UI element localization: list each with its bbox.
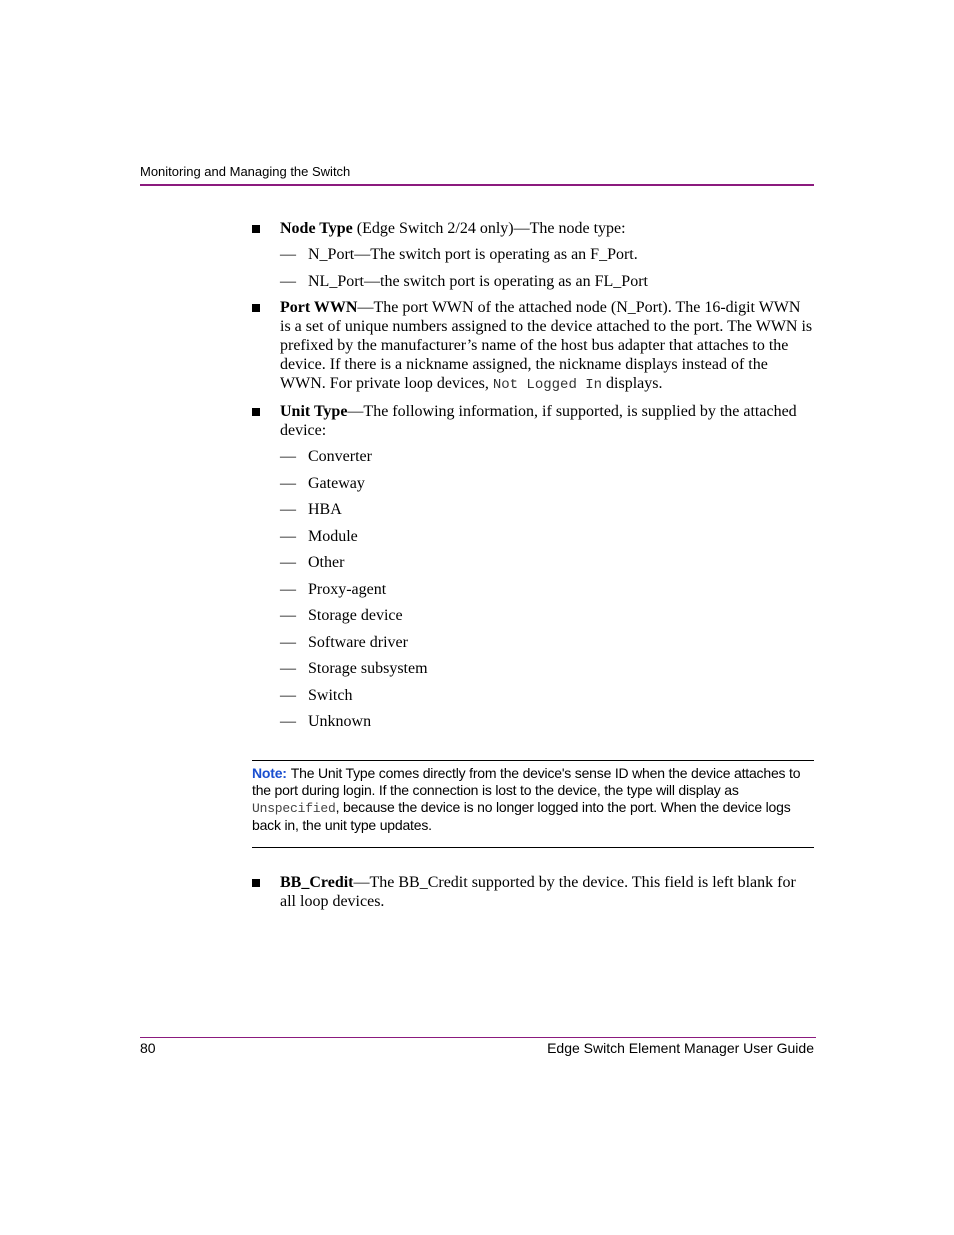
list-item — [252, 272, 814, 291]
bullet-bb-credit — [252, 873, 814, 911]
list-item — [252, 474, 814, 493]
port-wwn-text: —The port WWN of the attached node (N_Port). The 16-digit WWN is a set of unique numbers assigned to the device attached to the port. The WWN is prefixed by the manufacturer’s name of the host bus adapter that attaches to the device. If there is a nickname assigned, the nickname displays instead of the WWN. For private loop devices, — [280, 299, 813, 392]
running-header: Monitoring and Managing the Switch — [140, 164, 351, 179]
note-block — [252, 765, 814, 834]
em-dash-icon: — — [280, 633, 296, 651]
em-dash-icon: — — [280, 474, 296, 492]
em-dash-icon: — — [280, 501, 296, 518]
list-item-label: NL_Port—the switch port is operating as an FL_Port — [308, 272, 648, 290]
bullet-node-type — [252, 219, 814, 238]
term-unit-type: Unit Type — [280, 403, 348, 420]
list-item-label: HBA — [308, 501, 342, 518]
list-item — [252, 527, 814, 546]
body-content — [252, 219, 814, 739]
list-item — [252, 712, 814, 731]
square-bullet-icon — [252, 304, 260, 312]
list-item-label: Gateway — [308, 474, 365, 492]
unit-type-text: —The following information, if supported, is supplied by the attached device: — [280, 403, 797, 439]
list-item-label: Storage device — [308, 607, 403, 624]
note-bottom-rule — [252, 847, 814, 848]
footer-doc-title: Edge Switch Element Manager User Guide — [547, 1040, 814, 1056]
em-dash-icon: — — [280, 660, 296, 677]
page-number: 80 — [140, 1040, 156, 1056]
note-top-rule — [252, 760, 814, 761]
header-rule — [140, 184, 814, 186]
footer-rule — [140, 1037, 816, 1038]
list-item — [252, 606, 814, 625]
list-item — [252, 500, 814, 519]
square-bullet-icon — [252, 225, 260, 233]
list-item-label: Converter — [308, 448, 372, 465]
square-bullet-icon — [252, 408, 260, 416]
list-item-label: Software driver — [308, 633, 408, 651]
bullet-unit-type — [252, 402, 814, 440]
port-wwn-code: Not Logged In — [492, 377, 603, 393]
bb-credit-text: —The BB_Credit supported by the device. This field is left blank for all loop devices. — [280, 874, 796, 910]
term-port-wwn: Port WWN — [280, 299, 358, 316]
list-item-label: Unknown — [308, 713, 372, 730]
unit-type-list — [252, 447, 814, 731]
list-item — [252, 245, 814, 264]
list-item-label: Storage subsystem — [308, 660, 428, 677]
list-item — [252, 553, 814, 572]
list-item-label: Other — [308, 554, 345, 571]
term-node-type: Node Type — [280, 220, 353, 237]
em-dash-icon: — — [280, 713, 296, 730]
term-bb-credit: BB_Credit — [280, 874, 354, 891]
list-item — [252, 580, 814, 599]
list-item — [252, 659, 814, 678]
em-dash-icon: — — [280, 527, 296, 545]
em-dash-icon: — — [280, 607, 296, 624]
em-dash-icon: — — [280, 686, 296, 704]
note-code: Unspecified — [252, 801, 336, 816]
node-type-list — [252, 245, 814, 291]
node-type-text: (Edge Switch 2/24 only)—The node type: — [352, 220, 626, 237]
bb-credit-section — [252, 873, 814, 918]
list-item — [252, 686, 814, 705]
list-item-label: N_Port—The switch port is operating as an F_Port. — [308, 246, 638, 263]
em-dash-icon: — — [280, 246, 296, 263]
list-item-label: Module — [308, 527, 358, 545]
em-dash-icon: — — [280, 448, 296, 465]
note-text: The Unit Type comes directly from the device's sense ID when the device attaches to the port during login. If the connection is lost to the device, the type will display as — [252, 765, 801, 798]
list-item — [252, 633, 814, 652]
em-dash-icon: — — [280, 554, 296, 571]
square-bullet-icon — [252, 879, 260, 887]
list-item-label: Proxy-agent — [308, 580, 387, 598]
note-label: Note: — [252, 765, 287, 781]
note-text-end: , because the device is no longer logged into the port. When the device logs back in, the unit type updates. — [252, 799, 791, 833]
list-item-label: Switch — [308, 686, 353, 704]
em-dash-icon: — — [280, 580, 296, 598]
bullet-port-wwn — [252, 298, 814, 395]
em-dash-icon: — — [280, 272, 296, 290]
list-item — [252, 447, 814, 466]
port-wwn-text-end: displays. — [602, 375, 663, 392]
